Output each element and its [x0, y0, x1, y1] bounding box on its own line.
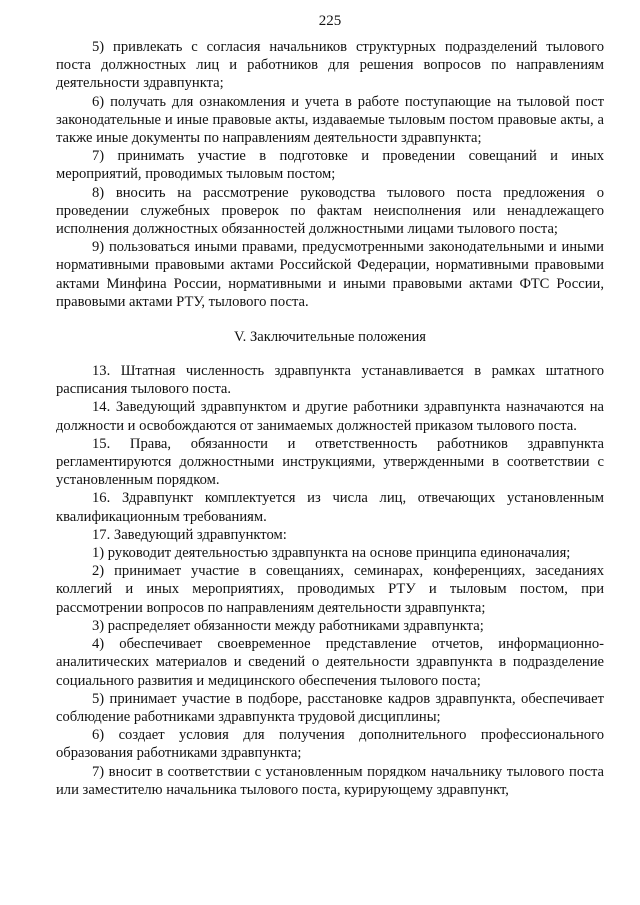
paragraph-13: 13. Штатная численность здравпункта устанавливается в рамках штатного расписания тылового поста.	[56, 363, 604, 398]
paragraph-17-item-3: 3) распределяет обязанности между работниками здравпункта;	[92, 617, 484, 634]
paragraph-17-item-5: 5) принимает участие в подборе, расстановке кадров здравпункта, обеспечивает соблюдение работниками здравпункта трудовой дисциплины;	[56, 690, 604, 725]
document-page	[56, 12, 604, 799]
paragraph-14: 14. Заведующий здравпунктом и другие работники здравпункта назначаются на должности и освобождаются от занимаемых должностей приказом тылового поста.	[56, 399, 604, 434]
rights-list	[56, 38, 604, 311]
paragraph-right-7: 7) принимать участие в подготовке и проведении совещаний и иных мероприятий, проводимых тыловым постом;	[56, 148, 604, 183]
paragraph-right-9: 9) пользоваться иными правами, предусмотренными законодательными и иными нормативными правовыми актами Российской Федерации, нормативными правовыми актами Минфина России, нормативными и иными правовыми актами ФТС России, правовыми актами РТУ, тылового поста.	[56, 239, 604, 310]
paragraph-17-item-4: 4) обеспечивает своевременное представление отчетов, информационно-аналитических материалов и сведений о деятельности здравпункта в подразделение социального развития и медицинского обеспечения тылового поста;	[56, 636, 604, 689]
paragraph-17-item-2: 2) принимает участие в совещаниях, семинарах, конференциях, заседаниях коллегий и иных мероприятиях, проводимых РТУ и тыловым постом, при рассмотрении вопросов по направлениям деятельности здравпункта;	[56, 563, 604, 616]
final-provisions	[56, 362, 604, 799]
paragraph-17-item-7: 7) вносит в соответствии с установленным порядком начальнику тылового поста или заместителю начальника тылового поста, курирующему здравпункт,	[56, 763, 604, 798]
paragraph-right-8: 8) вносить на рассмотрение руководства тылового поста предложения о проведении служебных проверок по фактам неисполнения или ненадлежащего исполнения должностных обязанностей должностными лицами тылового поста;	[56, 184, 604, 238]
section-heading: V. Заключительные положения	[234, 329, 426, 346]
paragraph-16: 16. Здравпункт комплектуется из числа лиц, отвечающих установленным квалификационным требованиям.	[56, 490, 604, 525]
page-number: 225	[318, 13, 342, 29]
paragraph-17-item-6: 6) создает условия для получения дополнительного профессионального образования работниками здравпункта;	[56, 727, 604, 762]
paragraph-17: 17. Заведующий здравпунктом:	[92, 526, 287, 543]
paragraph-17-item-1: 1) руководит деятельностью здравпункта на основе принципа единоначалия;	[92, 545, 571, 562]
paragraph-15: 15. Права, обязанности и ответственность работников здравпункта регламентируются должностными инструкциями, утвержденными в соответствии с установленным порядком.	[56, 435, 604, 489]
paragraph-right-6: 6) получать для ознакомления и учета в работе поступающие на тыловой пост законодательные и иные правовые акты, издаваемые тыловым постом правовые акты, а также иные документы по направлениям деятельности здравпункта;	[56, 93, 604, 147]
paragraph-right-5: 5) привлекать с согласия начальников структурных подразделений тылового поста должностных лиц и работников для решения вопросов по направлениям деятельности здравпункта;	[56, 39, 604, 92]
